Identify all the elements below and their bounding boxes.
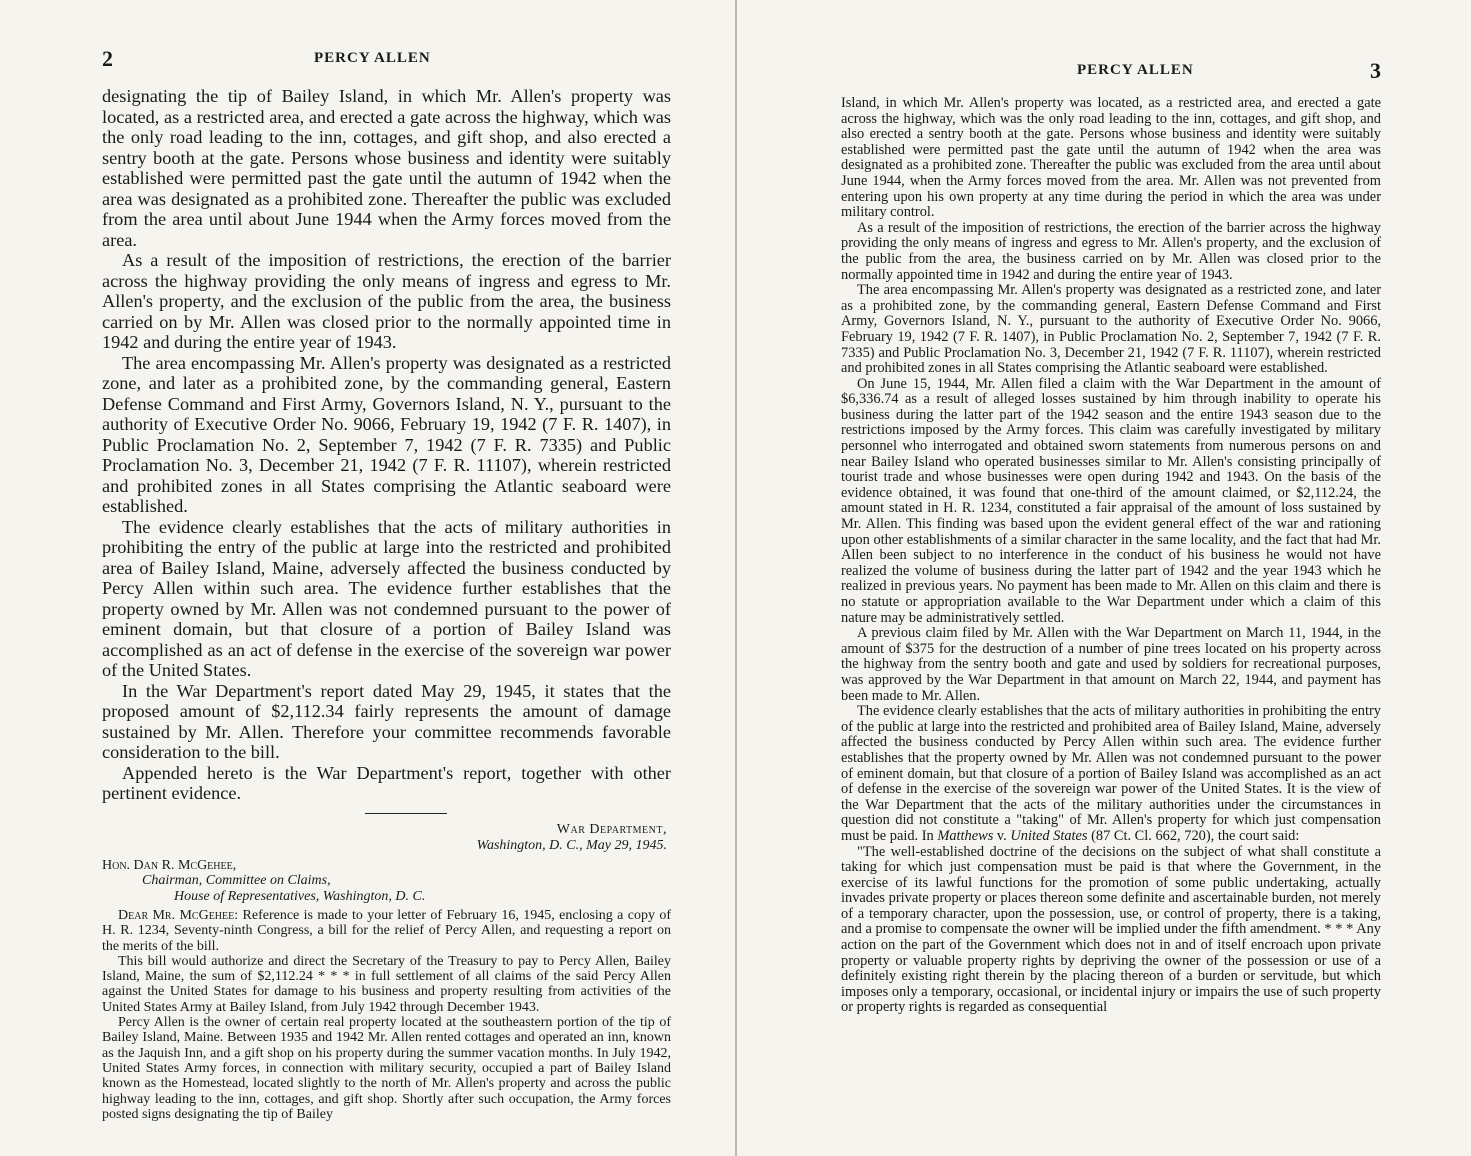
salutation: Dear Mr. McGehee: (118, 908, 239, 923)
letter-paragraph-text: Reference is made to your letter of February 16, 1945, enclosing a copy of H. R. 1234, Seventy-ninth Congress, a bill for the relief of Percy Allen, and requesting a report on the merits of the bill. (102, 908, 671, 954)
letter-body (102, 908, 671, 1122)
report-paragraph: As a result of the imposition of restrictions, the erection of the barrier across the highway providing the only means of ingress and egress to Mr. Allen's property, and the exclusion of the public from the area, the business carried on by Mr. Allen was closed prior to the normally appointed time in 1942 and during the entire year of 1943. (102, 250, 671, 352)
report-paragraph: In the War Department's report dated May 29, 1945, it states that the proposed amount of $2,112.34 fairly represents the amount of damage sustained by Mr. Allen. Therefore your committee recommends favorable consideration to the bill. (102, 680, 671, 762)
case-name: Matthews (937, 827, 994, 844)
report-paragraph: designating the tip of Bailey Island, in which Mr. Allen's property was located, as a restricted area, and erected a gate across the highway, which was the only road leading to the inn, cottages, and gift shop, and also erected a sentry booth at the gate. Persons whose business and identity were suitably established were permitted past the gate until the autumn of 1942 when the area was designated as a prohibited zone. Thereafter the public was excluded from the area until about June 1944 when the Army forces moved from the area. (102, 86, 671, 250)
report-paragraph: Appended hereto is the War Department's report, together with other pertinent evidence. (102, 762, 671, 803)
page-number: 3 (1370, 58, 1381, 83)
case-name: United States (1010, 827, 1088, 844)
addressee-name: Hon. Dan R. McGehee, (102, 857, 237, 873)
letter-paragraph (102, 908, 671, 954)
letter-paragraph: Percy Allen is the owner of certain real property located at the southeastern portion of the tip of Bailey Island, Maine. Between 1935 and 1942 Mr. Allen rented cottages and operated an inn, known as the Jaquish Inn, and a gift shop on his property during the summer vacation months. In July 1942, United States Army forces, in connection with military security, occupied a part of Bailey Island known as the Homestead, located slightly to the north of Mr. Allen's property and across the public highway leading to the inn, cottages, and gift shop. Shortly after such occupation, the Army forces posted signs designating the tip of Bailey (102, 1015, 671, 1122)
case-v: v. (993, 827, 1011, 844)
letterhead-org: War Department, (556, 821, 667, 837)
letterhead-date: Washington, D. C., May 29, 1945. (476, 837, 667, 853)
page-number: 2 (102, 46, 113, 71)
addressee-title: Chairman, Committee on Claims, (142, 873, 331, 888)
letter-paragraph: On June 15, 1944, Mr. Allen filed a claim with the War Department in the amount of $6,336.74 as a result of alleged losses sustained by him through inability to operate his business during the latter part of the 1942 season and the entire 1943 season due to the restrictions imposed by the Army forces. This claim was carefully investigated by military personnel who interrogated and obtained sworn statements from numerous persons on and near Bailey Island who operated businesses similar to Mr. Allen's consisting principally of tourist trade and whose businesses were open during 1942 and 1943. On the basis of the evidence obtained, it was found that one-third of the amount claimed, or $2,112.24, the amount stated in H. R. 1234, constituted a fair appraisal of the amount of loss sustained by Mr. Allen. This finding was based upon the evident general effect of the war and rationing upon other establishments of a similar character in the same locality, and the fact that had Mr. Allen been subject to no interference in the conduct of his business he would not have realized the volume of business during the latter part of 1942 and the year 1943 which he realized in previous years. No payment has been made to Mr. Allen on this claim and there is no statute or appropriation available to the War Department under which a claim of this nature may be administratively settled. (841, 375, 1381, 626)
case-citation: (87 Ct. Cl. 662, 720), the court said: (1087, 827, 1300, 844)
letter-paragraph (841, 704, 1381, 844)
addressee-org: House of Representatives, Washington, D. C. (174, 888, 426, 904)
left-page (0, 0, 735, 1156)
court-quotation: "The well-established doctrine of the decisions on the subject of what shall constitute a taking for which just compensation must be paid is that where the Government, in the exercise of its lawful functions for the promotion of some public undertaking, actually invades private property or places thereon some definite and ascertainable burden, not merely of a temporary character, upon the possession, use, or control of property, there is a taking, and a promise to compensate the owner will be implied under the fifth amendment. * * * Any action on the part of the Government which does not in and of itself encroach upon private property or valuable property rights by depriving the owner of the possession or use of a definitely existing right therein by the placing thereon of a burden or servitude, but which imposes only a temporary, occasional, or incidental injury or impairs the use of such property or property rights is regarded as consequential (841, 843, 1381, 1016)
letter-paragraph: As a result of the imposition of restrictions, the erection of the barrier across the highway providing the only means of ingress and egress to Mr. Allen's property, and the exclusion of the public from the area, the business carried on by Mr. Allen was closed prior to the normally appointed time in 1942 and during the entire year of 1943. (841, 219, 1381, 283)
report-paragraph: The evidence clearly establishes that the acts of military authorities in prohibiting the entry of the public at large into the restricted and prohibited area of Bailey Island, Maine, adversely affected the business conducted by Percy Allen within such area. The evidence further establishes that the property owned by Mr. Allen was not condemned pursuant to the power of eminent domain, but that closure of a portion of Bailey Island was accomplished as an act of defense in the exercise of the sovereign war power of the United States. (102, 516, 671, 680)
section-divider (365, 813, 447, 814)
running-head: PERCY ALLEN (1077, 62, 1194, 78)
left-page-header (102, 46, 671, 86)
letterhead (102, 822, 667, 854)
running-head: PERCY ALLEN (314, 50, 431, 66)
report-paragraph: The area encompassing Mr. Allen's property was designated as a restricted zone, and later as a prohibited zone, by the commanding general, Eastern Defense Command and First Army, Governors Island, N. Y., pursuant to the authority of Executive Order No. 9066, February 19, 1942 (7 F. R. 1407), in Public Proclamation No. 2, September 7, 1942 (7 F. R. 7335) and Public Proclamation No. 3, December 21, 1942 (7 F. R. 11107), wherein restricted and prohibited zones in all States comprising the Atlantic seaboard were established. (102, 352, 671, 516)
letter-paragraph: The area encompassing Mr. Allen's property was designated as a restricted zone, and later as a prohibited zone, by the commanding general, Eastern Defense Command and First Army, Governors Island, N. Y., pursuant to the authority of Executive Order No. 9066, February 19, 1942 (7 F. R. 1407), in Public Proclamation No. 2, September 7, 1942 (7 F. R. 7335) and Public Proclamation No. 3, December 21, 1942 (7 F. R. 11107), wherein restricted and prohibited zones in all States comprising the Atlantic seaboard were established. (841, 282, 1381, 377)
letter-paragraph: Island, in which Mr. Allen's property was located, as a restricted area, and erected a gate across the highway, which was the only road leading to the inn, cottages, and gift shop, and also erected a sentry booth at the gate. Persons whose business and identity were suitably established were permitted past the gate until the autumn of 1942 when the area was designated as a prohibited zone. Thereafter the public was excluded from the area until about June 1944, when the Army forces moved from the area. Mr. Allen was not prevented from entering upon his own property at any time during the period in which the area was under military control. (841, 95, 1381, 221)
letter-continuation (841, 96, 1381, 1016)
right-page-header (841, 58, 1381, 98)
right-page (735, 0, 1471, 1156)
paragraph-text: The evidence clearly establishes that the acts of military authorities in prohibiting the entry of the public at large into the restricted and prohibited area of Bailey Island, Maine, adversely affected the business conducted by Percy Allen within such area. The evidence further establishes that the property owned by Mr. Allen was not condemned pursuant to the power of eminent domain, but that closure of a portion of Bailey Island was accomplished as an act of defense in the exercise of the sovereign war power of the United States. It is the view of the War Department that the acts of the military authorities under the circumstances in question did not constitute a "taking" of Mr. Allen's property for which just compensation must be paid. In (841, 703, 1381, 844)
letter-paragraph: A previous claim filed by Mr. Allen with the War Department on March 11, 1944, in the amount of $375 for the destruction of a number of pine trees located on his property across the highway from the sentry booth and gate and used by soldiers for recreational purposes, was approved by the War Department in that amount on March 22, 1944, and payment has been made to Mr. Allen. (841, 625, 1381, 704)
report-body (102, 86, 671, 804)
letter-paragraph: This bill would authorize and direct the Secretary of the Treasury to pay to Percy Allen, Bailey Island, Maine, the sum of $2,112.24 * * * in full settlement of all claims of the said Percy Allen against the United States for damage to his business and property resulting from activities of the United States Army at Bailey Island, from July 1942 through December 1943. (102, 953, 671, 1015)
letter-address (102, 858, 671, 905)
